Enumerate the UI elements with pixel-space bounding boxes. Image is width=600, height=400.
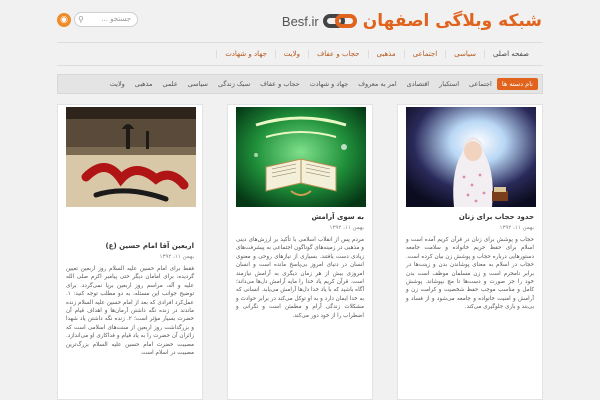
category-item[interactable]: سبک زندگی [217,80,251,88]
category-item[interactable]: ولایت [109,80,125,88]
logo-mark-icon [323,12,359,30]
post-date: بهمن ۱۱، ۱۳۹۲ [329,225,364,231]
rss-icon[interactable]: ◉ [57,13,71,27]
post-card [57,104,203,400]
nav-social[interactable]: اجتماعی [404,50,446,58]
post-title[interactable]: حدود حجاب برای زنان [458,213,534,221]
category-item[interactable]: اقتصادی [406,80,430,88]
nav-jihad[interactable]: جهاد و شهادت [216,50,275,58]
category-item[interactable]: علمی [162,80,178,88]
post-title[interactable]: به سوی آرامش [311,213,364,221]
category-item[interactable]: جهاد و شهادت [309,80,349,88]
nav-politics[interactable]: سیاسی [445,50,484,58]
nav-religious[interactable]: مذهبی [368,50,404,58]
category-item[interactable]: استکبار [439,80,460,88]
category-nav-active[interactable]: نام دسته ها [497,78,538,90]
nav-velayat[interactable]: ولایت [275,50,308,58]
site-logo[interactable] [282,8,542,34]
primary-nav [57,42,543,66]
post-card [227,104,373,400]
brand-name: شبکه وبلاگی اصفهان [362,11,542,31]
post-excerpt: فقط برای امام حسین علیه السلام روز اربعین تعیین گردیده، برای امامان دیگر حتی پیامبر اکرم صلی الله علیه و آله، مراسم روز اربعین برپا نمی‌گردد. برای توضیح جوانب این مسئله، به دو مطلب توجه کنید: ۱. عمل‌کرد افرادی که بعد از امام حسین علیه السلام زنده ماندند در زنده نگه داشتن آرمان‌ها و اهداف قیام آن حضرت بسیار مؤثر است؛ ۲. زنده نگه داشتن یاد شهدا و بزرگداشت روز اربعین از سنت‌های اسلامی است که زائران آن حضرت را به یاد قیام و فداکاری او می‌اندازد. مصیبت حضرت امام حسین علیه السلام بزرگ‌ترین مصیبت در اسلام است. [66,266,194,357]
post-excerpt: حجاب و پوشش برای زنان در قرآن کریم آمده است و اسلام برای حفظ حریم خانواده و سلامت جامعه دستورهایی درباره حجاب و پوشش زن بیان کرده است. حجاب در اسلام به معنای پوشاندن بدن و زینت‌ها در برابر نامحرم است و زن مسلمان موظف است بدن خود را جز صورت و دست‌ها تا مچ بپوشاند. پوشش کامل و مناسب موجب حفظ شخصیت و کرامت زن و آرامش و امنیت خانواده و جامعه می‌شود و از فساد و بی‌بند و باری جلوگیری می‌کند. [406,237,534,311]
nav-home[interactable]: صفحه اصلی [484,50,537,58]
category-item[interactable]: سیاسی [187,80,208,88]
category-nav [57,74,543,94]
post-card [397,104,543,400]
category-item[interactable]: اجتماعی [469,80,492,88]
post-excerpt: مردم پس از انقلاب اسلامی با تأکید بر ارزش‌های دینی و مذهبی در زمینه‌های گوناگون اجتماعی به پیشرفت‌های زیادی دست یافتند. بسیاری از نیازهای روحی و معنوی انسان در دنیای امروز بی‌پاسخ مانده است و انسان امروزی بیش از هر زمان دیگری به آرامش نیازمند است. قرآن کریم یاد خدا را مایه آرامش دل‌ها می‌داند؛ آگاه باشید که با یاد خدا دل‌ها آرامش می‌یابد. انسانی که به خدا ایمان دارد و به او توکل می‌کند در برابر حوادث و مشکلات زندگی آرام و مطمئن است و نگرانی و اضطراب را از خود دور می‌کند. [236,237,364,319]
post-date: بهمن ۱۱، ۱۳۹۲ [499,225,534,231]
category-item[interactable]: مذهبی [134,80,153,88]
post-thumbnail[interactable] [236,107,366,207]
category-item[interactable]: حجاب و عفاف [260,80,300,88]
post-title[interactable]: اربعین آقا امام حسین (ع) [105,242,194,250]
category-item[interactable]: امر به معروف [358,80,397,88]
post-thumbnail[interactable] [66,107,196,207]
post-thumbnail[interactable] [406,107,536,207]
search-icon[interactable]: ⚲ [78,15,84,24]
post-date: بهمن ۱۱، ۱۳۹۲ [159,254,194,260]
brand-domain: Besf.ir [281,13,319,29]
search-input[interactable]: جستجو ... [74,12,138,27]
site-header [0,0,600,42]
nav-hijab[interactable]: حجاب و عفاف [308,50,368,58]
